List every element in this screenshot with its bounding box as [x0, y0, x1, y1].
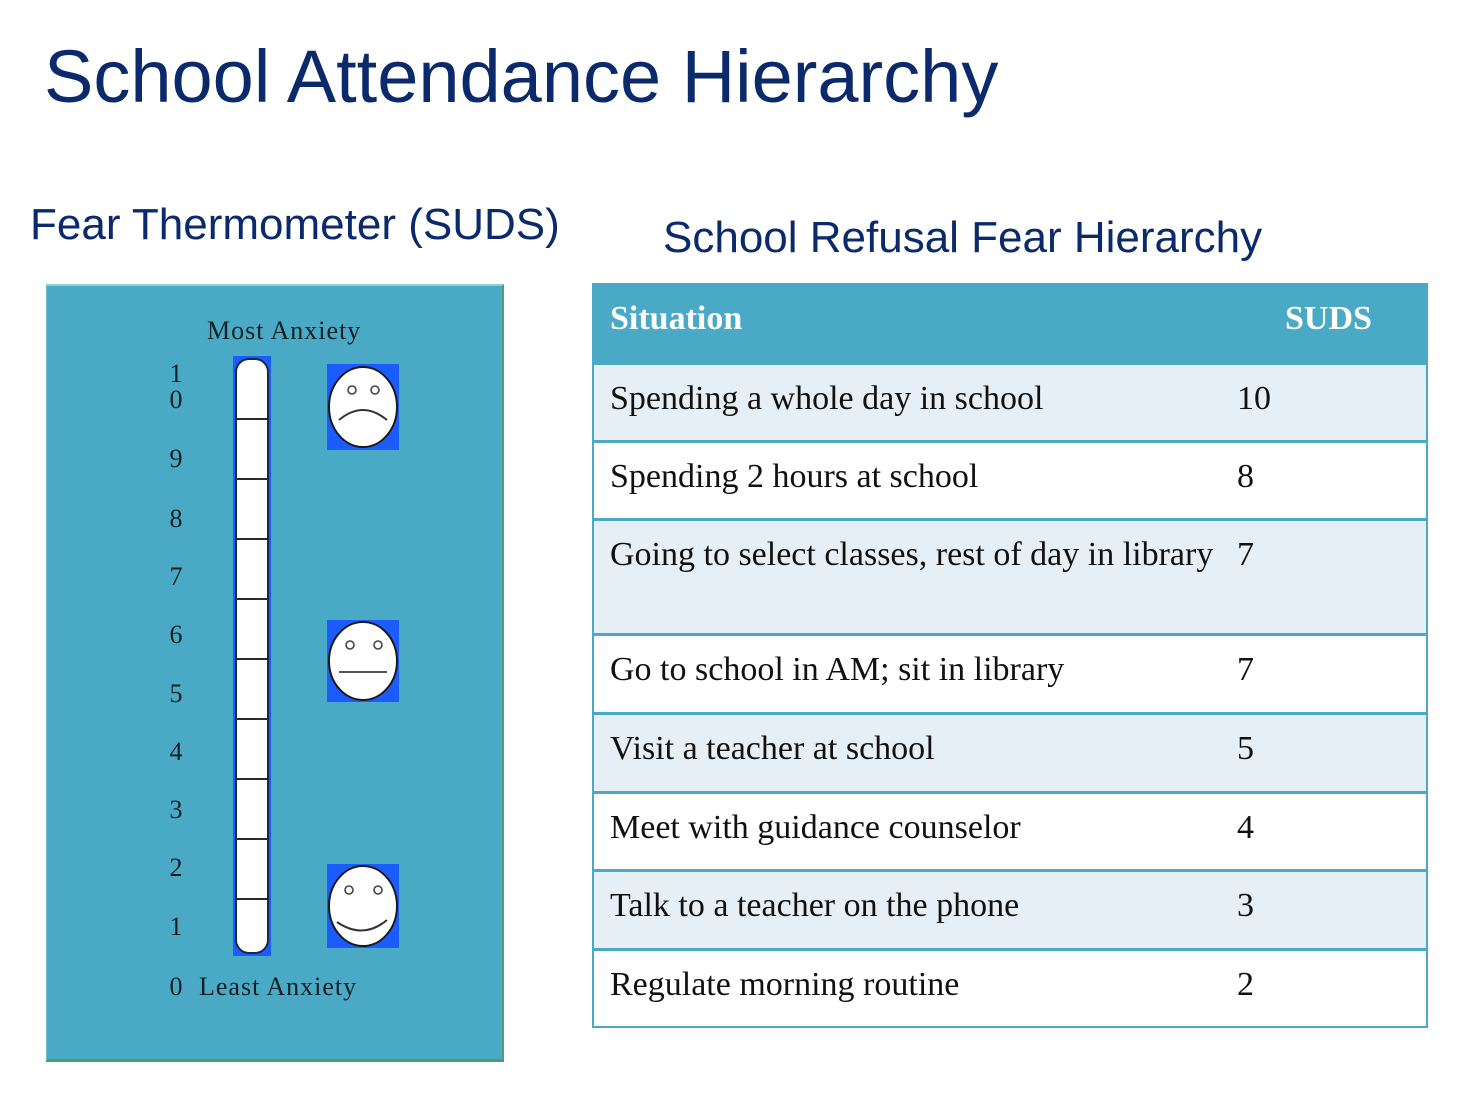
suds-cell: 4	[1285, 792, 1427, 870]
thermometer-tube	[235, 358, 269, 954]
tube-divider	[237, 838, 267, 840]
table-row	[593, 713, 1427, 792]
tick-8: 8	[169, 504, 183, 533]
tube-divider	[237, 778, 267, 780]
least-anxiety-label: Least Anxiety	[199, 972, 358, 1001]
table-row	[593, 634, 1427, 713]
fear-hierarchy-table	[592, 283, 1428, 1028]
situation-cell: Regulate morning routine	[593, 949, 1285, 1027]
table-row	[593, 441, 1427, 519]
tick-9: 9	[169, 444, 183, 473]
tick-2: 2	[169, 853, 183, 882]
tube-divider	[237, 718, 267, 720]
tube-divider	[237, 538, 267, 540]
table-header-row	[593, 284, 1427, 363]
situation-cell: Meet with guidance counselor	[593, 792, 1285, 870]
suds-cell: 10	[1285, 363, 1427, 441]
neutral-face-icon	[327, 620, 399, 702]
situation-cell: Spending 2 hours at school	[593, 441, 1285, 519]
situation-cell: Go to school in AM; sit in library	[593, 634, 1285, 713]
table-row	[593, 949, 1427, 1027]
suds-cell: 7	[1285, 519, 1427, 634]
tick-4: 4	[169, 737, 183, 766]
tick-10-digit-1: 1	[169, 359, 183, 388]
tube-divider	[237, 898, 267, 900]
tick-10	[161, 361, 191, 413]
tick-0: 0	[169, 972, 183, 1001]
tick-1: 1	[169, 912, 183, 941]
situation-cell: Spending a whole day in school	[593, 363, 1285, 441]
situation-cell: Talk to a teacher on the phone	[593, 870, 1285, 949]
tick-5: 5	[169, 679, 183, 708]
table-row	[593, 363, 1427, 441]
tick-3: 3	[169, 795, 183, 824]
happy-face-icon	[327, 864, 399, 948]
table-row	[593, 519, 1427, 634]
fear-hierarchy-heading: School Refusal Fear Hierarchy	[663, 213, 1263, 262]
table-row	[593, 870, 1427, 949]
suds-cell: 3	[1285, 870, 1427, 949]
tube-divider	[237, 598, 267, 600]
most-anxiety-label: Most Anxiety	[207, 316, 362, 345]
tube-divider	[237, 418, 267, 420]
situation-cell: Going to select classes, rest of day in library	[593, 519, 1285, 634]
column-header-situation: Situation	[593, 284, 1285, 363]
tick-7: 7	[169, 562, 183, 591]
suds-cell: 2	[1285, 949, 1427, 1027]
fear-thermometer-heading: Fear Thermometer (SUDS)	[30, 200, 560, 249]
suds-cell: 7	[1285, 634, 1427, 713]
slide-title: School Attendance Hierarchy	[44, 35, 999, 118]
sad-face-icon	[327, 364, 399, 450]
suds-cell: 8	[1285, 441, 1427, 519]
suds-cell: 5	[1285, 713, 1427, 792]
column-header-suds: SUDS	[1285, 284, 1427, 363]
fear-thermometer-panel	[46, 284, 504, 1062]
situation-cell: Visit a teacher at school	[593, 713, 1285, 792]
tick-10-digit-2: 0	[169, 385, 183, 414]
table-row	[593, 792, 1427, 870]
tube-divider	[237, 478, 267, 480]
tube-divider	[237, 658, 267, 660]
tick-6: 6	[169, 620, 183, 649]
